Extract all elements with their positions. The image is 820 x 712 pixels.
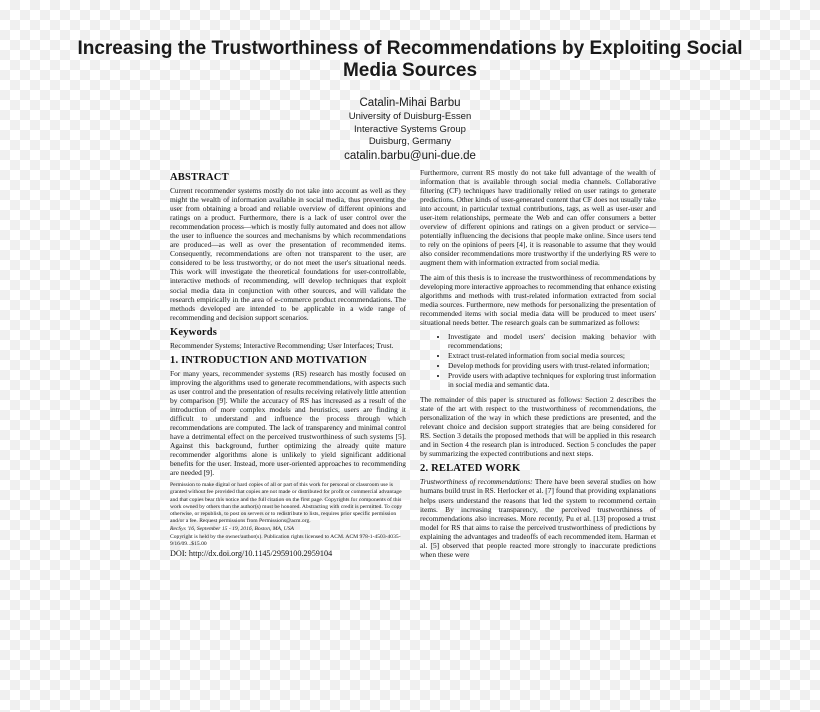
keywords-heading: Keywords (170, 326, 218, 338)
related-work-body: There have been several studies on how humans build trust in RS. Herlocker et al. [7] found that providing explanations helps users understand the reasons that led the system to recommend certain items. By increasing transparency, the perceived trustworthiness of recommendations also increases. More recently, Pu et al. [13] proposed a trust model for RS that aims to raise the perceived trustworthiness of predictions by explaining the advantages and tradeoffs of each recommended item. Harman et al. [5] observed that people reacted more strongly to inaccurate predictions when these were (420, 477, 656, 559)
footnote-block (170, 482, 406, 559)
footnote-doi: DOI: http://dx.doi.org/10.1145/2959100.2959104 (170, 549, 333, 559)
intro-text: For many years, recommender systems (RS) research has mostly focused on improving the algorithms used to generate recommendations, with aspects such as user control and the presentation of results receiving relatively little attention by comparison [9]. While the accuracy of RS has increased as a result of the introduction of more complex models and heuristics, users are finding it difficult to understand and influence the process through which recommendations are computed. The lack of transparency and minimal control have a detrimental effect on the perceived trustworthiness of such systems [5]. Against this background, further optimizing the already quite mature recommender algorithms alone is unlikely to yield significant additional benefits for the user. Instead, more user-oriented approaches to recommending are needed [9]. (170, 368, 406, 478)
related-work-heading: 2. RELATED WORK (420, 463, 521, 475)
intro-heading: 1. INTRODUCTION AND MOTIVATION (170, 354, 367, 366)
list-item: • Investigate and model users' decision making behavior with recommendations; (448, 332, 656, 350)
list-item: • Provide users with adaptive techniques for exploring trust information in social media and semantic data. (448, 371, 656, 389)
right-paragraph-2: The aim of this thesis is to increase the trustworthiness of recommendations by developing more interactive approaches to recommending that enhance existing algorithms and methods with trust-related information extracted from social media sources. Furthermore, new methods for personalizing the presentation of recommended items with social media data will be produced to meet users' situational needs better. The research goals can be summarized as follows: (420, 272, 657, 327)
left-column (170, 168, 406, 559)
author-name: Catalin-Mihai Barbu (359, 97, 461, 109)
affiliation-group: Interactive Systems Group (354, 123, 466, 135)
keywords-text: Recommender Systems; Interactive Recommending; User Interfaces; Trust. (170, 340, 394, 350)
footnote-permission: Permission to make digital or hard copies of all or part of this work for personal or classroom use is granted without fee provided that copies are not made or distributed for profit or commercial advantage and that copies bear this notice and the full citation on the first page. Copyrights for components of this work owned by others than the author(s) must be honored. Abstracting with credit is permitted. To copy otherwise, or republish, to post on servers or to redistribute to lists, requires prior specific permission and/or a fee. Request permissions from Permissions@acm.org. (170, 482, 403, 524)
abstract-heading: ABSTRACT (170, 172, 229, 183)
list-item: • Extract trust-related information from social media sources; (448, 351, 656, 360)
paper-title: Increasing the Trustworthiness of Recommendations by Exploiting Social Media Sources (77, 38, 743, 81)
research-goals-list (420, 332, 656, 389)
footnote-venue-text: RecSys '16, September 15 - 19, 2016, Boston, MA, USA (170, 525, 294, 532)
author-block (210, 96, 610, 164)
footnote-venue (170, 526, 406, 533)
abstract-text: Current recommender systems mostly do not take into account as well as they might the wealth of information available in social media, thus preventing the user from obtaining a broad and reliable overview of different opinions and ratings on a product. Furthermore, there is a lack of user control over the recommendation process—which is mostly fully automated and does not allow the user to influence the sources and mechanisms by which recommendations are produced—as well as over the presentation of recommended items. Consequently, recommendations are often not transparent to the user, are considered to be less trustworthy, or do not meet the user's situational needs. This work will investigate the theoretical foundations for user-controllable, interactive methods of recommending, will develop techniques that exploit social media data in conjunction with other sources, and will validate the research empirically in the area of e-commerce product recommendations. The methods developed are intended to be applicable in a wide range of recommending and decision support scenarios. (170, 186, 406, 322)
affiliation-university: University of Duisburg-Essen (348, 111, 472, 122)
affiliation-location: Duisburg, Germany (368, 136, 452, 147)
related-work-text (420, 477, 656, 558)
footnote-copyright: Copyright is held by the owner/author(s). Publication rights licensed to ACM. ACM 978-1-4503-4035-9/16/09...$15.00 (170, 533, 401, 548)
related-work-lead: Trustworthiness of recommendations: (420, 477, 533, 487)
list-item: • Develop methods for providing users with trust-related information; (448, 361, 656, 370)
right-column (420, 168, 656, 564)
author-email: catalin.barbu@uni-due.de (344, 149, 476, 162)
right-paragraph-1: Furthermore, current RS mostly do not take full advantage of the wealth of information that is available through social media channels. Collaborative filtering (CF) techniques have traditionally relied on user ratings to generate predictions. Other kinds of user-generated content that CF does not usually take into account, in particular textual contributions, tags, as well as user-user and user-item relationships, permeate the Web and can offer consumers a better overview of different opinions and ratings on a given product or service—potentially influencing the decisions that people make online. Since users tend to rely on the opinions of peers [4], it is reasonable to assume that they would also consider recommendations more trustworthy if the underlying RS were to augment them with information extracted from social media. (420, 168, 656, 268)
right-paragraph-3: The remainder of this paper is structured as follows: Section 2 describes the state of the art with respect to the trustworthiness of recommendations, the personalization of the way in which these predictions are presented, and the relevant choice and decision support strategies that are being considered for RS. Section 3 details the proposed methods that will be applied in this research and in Section 4 the research plan is introduced. Section 5 concludes the paper by summarizing the expected contributions and next steps. (420, 395, 656, 459)
